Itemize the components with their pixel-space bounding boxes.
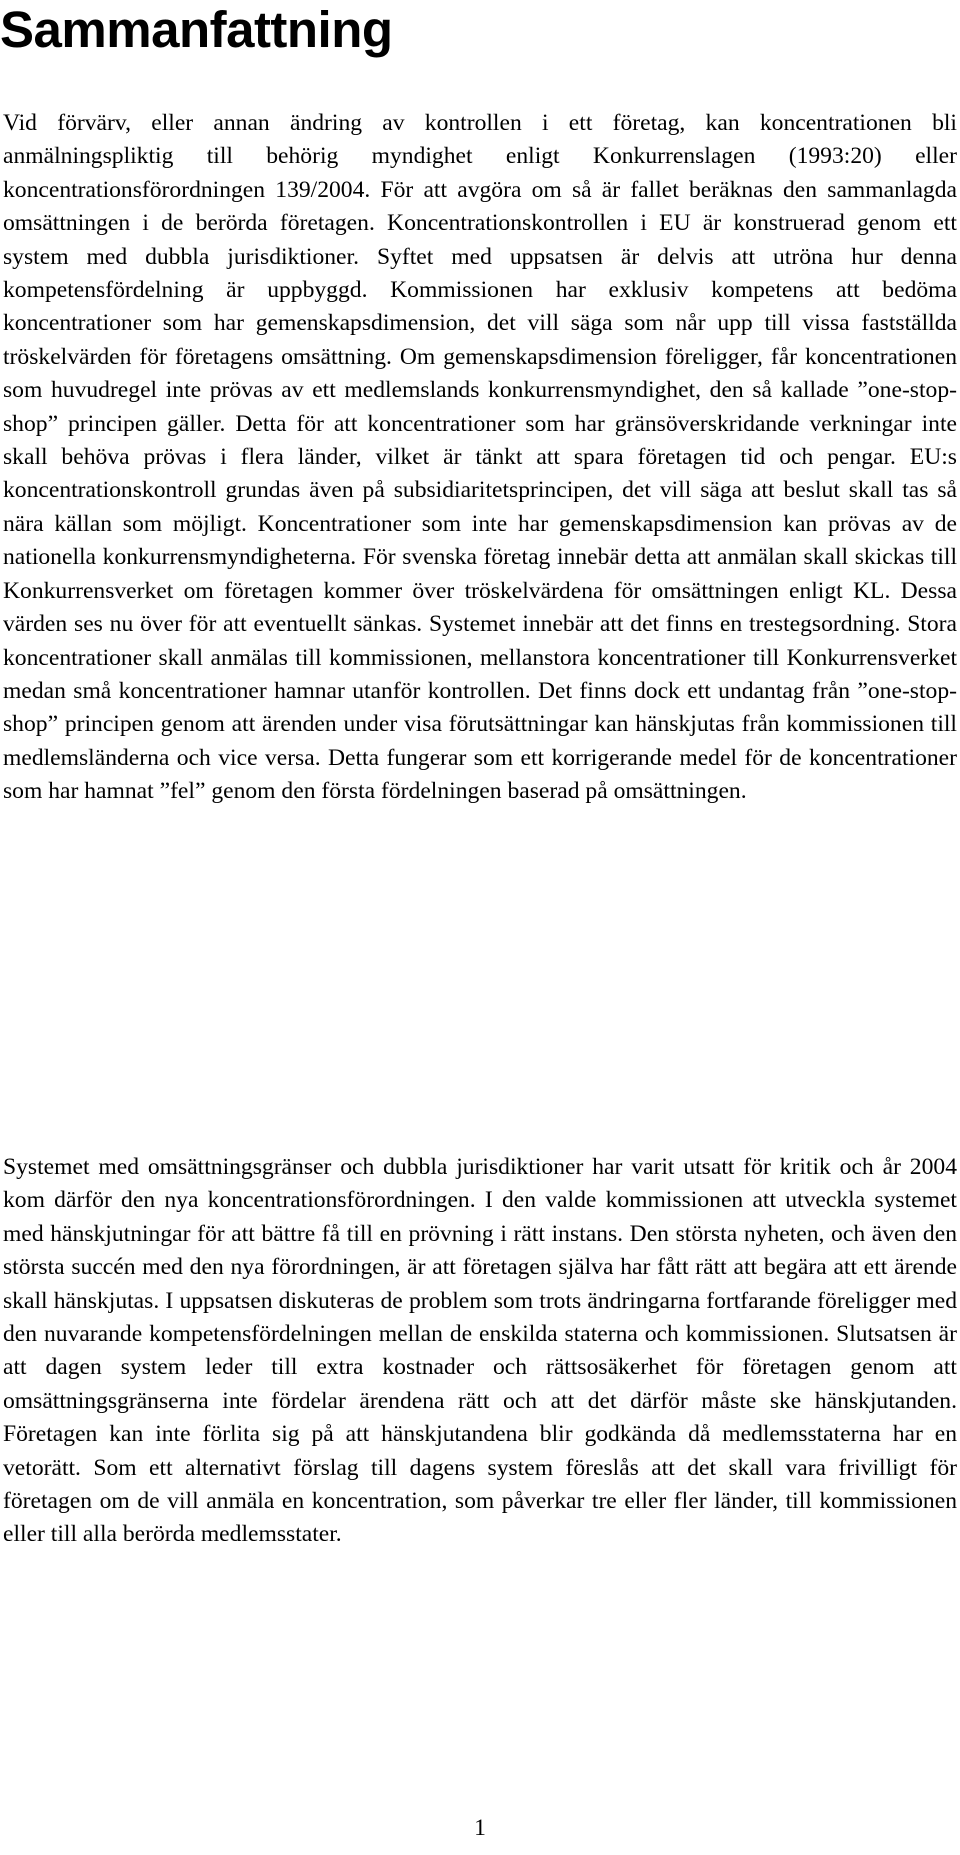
page-title: Sammanfattning bbox=[0, 1, 393, 58]
page-number: 1 bbox=[474, 1815, 486, 1841]
summary-paragraph-1: Vid förvärv, eller annan ändring av kontrollen i ett företag, kan koncentrationen bli anmälningspliktig till behörig myndighet enligt Konkurrenslagen (1993:20) eller koncentrationsförordningen 139/2004. För att avgöra om så är fallet beräknas den sammanlagda omsättningen i de berörda företagen. Koncentrationskontrollen i EU är konstruerad genom ett system med dubbla jurisdiktioner. Syftet med uppsatsen är delvis att utröna hur denna kompetensfördelning är uppbyggd. Kommissionen har exklusiv kompetens att bedöma koncentrationer som har gemenskapsdimension, det vill säga som når upp till vissa fastställda tröskelvärden för företagens omsättning. Om gemenskapsdimension föreligger, får koncentrationen som huvudregel inte prövas av ett medlemslands konkurrensmyndighet, den så kallade ”one-stop-shop” principen gäller. Detta för att koncentrationer som har gränsöverskridande verkningar inte skall behöva prövas i flera länder, vilket är tänkt att spara företagen tid och pengar. EU:s koncentrationskontroll grundas även på subsidiaritetsprincipen, det vill säga att beslut skall tas så nära källan som möjligt. Koncentrationer som inte har gemenskapsdimension kan prövas av de nationella konkurrensmyndigheterna. För svenska företag innebär detta att anmälan skall skickas till Konkurrensverket om företagen kommer över tröskelvärdena för omsättningen enligt KL. Dessa värden ses nu över för att eventuellt sänkas. Systemet innebär att det finns en trestegsordning. Stora koncentrationer skall anmälas till kommissionen, mellanstora koncentrationer till Konkurrensverket medan små koncentrationer hamnar utanför kontrollen. Det finns dock ett undantag från ”one-stop-shop” principen genom att ärenden under visa förutsättningar kan hänskjutas från kommissionen till medlemsländerna och vice versa. Detta fungerar som ett korrigerande medel för de koncentrationer som har hamnat ”fel” genom den första fördelningen baserad på omsättningen. bbox=[3, 110, 957, 805]
summary-paragraph-2: Systemet med omsättningsgränser och dubbla jurisdiktioner har varit utsatt för kritik och år 2004 kom därför den nya koncentrationsförordningen. I den valde kommissionen att utveckla systemet med hänskjutningar för att bättre få till en prövning i rätt instans. Den största nyheten, och även den största succén med den nya förordningen, är att företagen själva har fått rätt att begära att ett ärende skall hänskjutas. I uppsatsen diskuteras de problem som trots ändringarna fortfarande föreligger med den nuvarande kompetensfördelningen mellan de enskilda staterna och kommissionen. Slutsatsen är att dagen system leder till extra kostnader och rättsosäkerhet för företagen genom att omsättningsgränserna inte fördelar ärendena rätt och att det därför måste ske hänskjutanden. Företagen kan inte förlita sig på att hänskjutandena blir godkända då medlemsstaterna har en vetorätt. Som ett alternativt förslag till dagens system föreslås att det skall vara frivilligt för företagen om de vill anmäla en koncentration, som påverkar tre eller fler länder, till kommissionen eller till alla berörda medlemsstater. bbox=[3, 1154, 957, 1548]
